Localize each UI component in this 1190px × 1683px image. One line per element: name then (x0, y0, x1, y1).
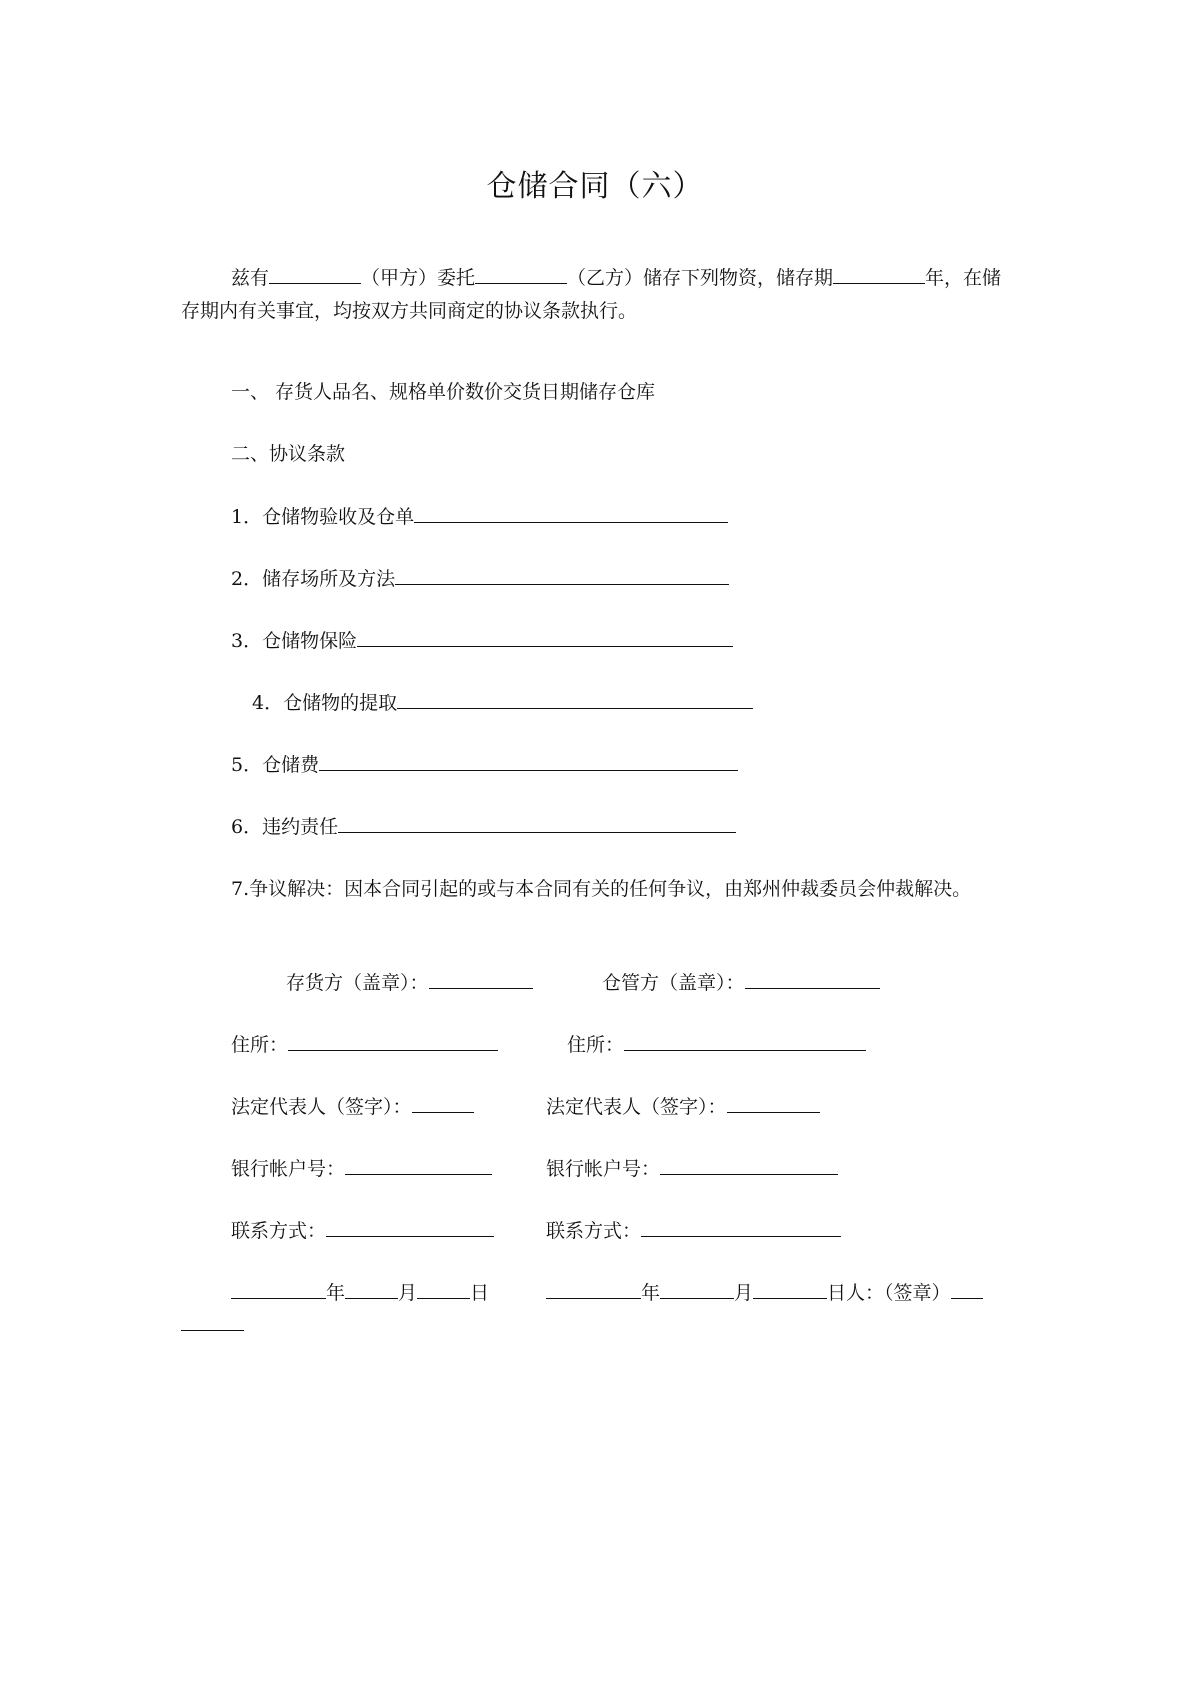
party-b-day-blank[interactable] (753, 1280, 827, 1299)
party-b-day-signer-label: 日人：（签章） (827, 1282, 951, 1304)
clause-3-label: 3．仓储物保险 (231, 630, 358, 652)
party-a-year-label: 年 (326, 1282, 346, 1304)
party-a-stamp-blank[interactable] (429, 970, 533, 989)
intro-paragraph (181, 262, 1013, 328)
section-heading-2: 二、协议条款 (231, 443, 346, 465)
clause-3-blank[interactable] (357, 628, 733, 647)
clause-2-blank[interactable] (395, 566, 729, 585)
party-a-month-label: 月 (398, 1282, 418, 1304)
clause-2-label: 2．储存场所及方法 (231, 568, 396, 590)
clause-1-label: 1．仓储物验收及仓单 (231, 506, 415, 528)
section-heading-1: 一、 存货人品名、规格单价数价交货日期储存仓库 (231, 381, 656, 403)
party-a-legal-rep-label: 法定代表人（签字）： (231, 1096, 412, 1118)
signer-stamp-blank-1[interactable] (951, 1280, 983, 1299)
party-a-stamp-line (286, 970, 533, 995)
party-b-blank[interactable] (475, 265, 567, 284)
clause-4-label: 4．仓储物的提取 (252, 692, 398, 714)
signer-stamp-continuation (181, 1312, 244, 1337)
party-b-bank-blank[interactable] (660, 1156, 838, 1175)
party-b-contact-label: 联系方式： (546, 1220, 642, 1242)
party-a-legal-rep-blank[interactable] (412, 1094, 474, 1113)
clause-6 (231, 814, 736, 839)
party-a-blank[interactable] (269, 265, 361, 284)
party-a-contact-label: 联系方式： (231, 1220, 327, 1242)
clause-4-blank[interactable] (397, 690, 753, 709)
dispute-clause: 7.争议解决：因本合同引起的或与本合同有关的任何争议，由郑州仲裁委员会仲裁解决。 (231, 878, 972, 900)
party-b-bank-line (546, 1156, 838, 1181)
party-a-legal-rep-line (231, 1094, 474, 1119)
intro-text-4: 年，在储存期内有关事宜，均按双方共同商定的协议条款执行。 (181, 267, 1002, 322)
clause-5 (231, 752, 738, 777)
storage-period-blank[interactable] (833, 265, 925, 284)
party-b-month-blank[interactable] (660, 1280, 734, 1299)
party-a-address-blank[interactable] (288, 1032, 498, 1051)
party-a-bank-label: 银行帐户号： (231, 1158, 346, 1180)
party-b-address-blank[interactable] (624, 1032, 866, 1051)
party-b-month-label: 月 (734, 1282, 754, 1304)
party-b-year-label: 年 (641, 1282, 661, 1304)
clause-4 (252, 690, 753, 715)
clause-6-label: 6．违约责任 (231, 816, 339, 838)
party-a-day-blank[interactable] (417, 1280, 470, 1299)
intro-text-3: （乙方）储存下列物资，储存期 (567, 267, 834, 289)
party-b-stamp-blank[interactable] (745, 970, 880, 989)
party-a-address-line (231, 1032, 498, 1057)
party-a-stamp-label: 存货方（盖章）： (286, 972, 429, 994)
party-a-contact-line (231, 1218, 494, 1243)
signer-stamp-blank-2[interactable] (181, 1312, 244, 1331)
intro-text-2: （甲方）委托 (361, 267, 476, 289)
party-b-legal-rep-label: 法定代表人（签字）： (546, 1096, 727, 1118)
clause-5-label: 5．仓储费 (231, 754, 320, 776)
party-b-address-label: 住所： (567, 1034, 625, 1056)
intro-text-1: 兹有 (231, 267, 270, 289)
party-b-address-line (567, 1032, 866, 1057)
party-a-address-label: 住所： (231, 1034, 289, 1056)
clause-1-blank[interactable] (414, 504, 728, 523)
clause-3 (231, 628, 733, 653)
party-a-date-line (231, 1280, 489, 1305)
document-title: 仓储合同（六） (486, 169, 704, 204)
party-a-bank-blank[interactable] (345, 1156, 492, 1175)
party-b-contact-line (546, 1218, 841, 1243)
party-a-month-blank[interactable] (345, 1280, 398, 1299)
party-a-contact-blank[interactable] (326, 1218, 494, 1237)
clause-2 (231, 566, 729, 591)
party-a-day-label: 日 (470, 1282, 490, 1304)
party-a-year-blank[interactable] (231, 1280, 326, 1299)
party-b-contact-blank[interactable] (641, 1218, 841, 1237)
clause-1 (231, 504, 728, 529)
party-b-bank-label: 银行帐户号： (546, 1158, 661, 1180)
party-b-year-blank[interactable] (546, 1280, 641, 1299)
party-b-date-line (546, 1280, 983, 1305)
party-b-stamp-label: 仓管方（盖章）： (602, 972, 745, 994)
clause-6-blank[interactable] (338, 814, 736, 833)
clause-5-blank[interactable] (319, 752, 738, 771)
party-b-legal-rep-line (546, 1094, 820, 1119)
party-b-legal-rep-blank[interactable] (727, 1094, 820, 1113)
party-a-bank-line (231, 1156, 492, 1181)
party-b-stamp-line (602, 970, 880, 995)
